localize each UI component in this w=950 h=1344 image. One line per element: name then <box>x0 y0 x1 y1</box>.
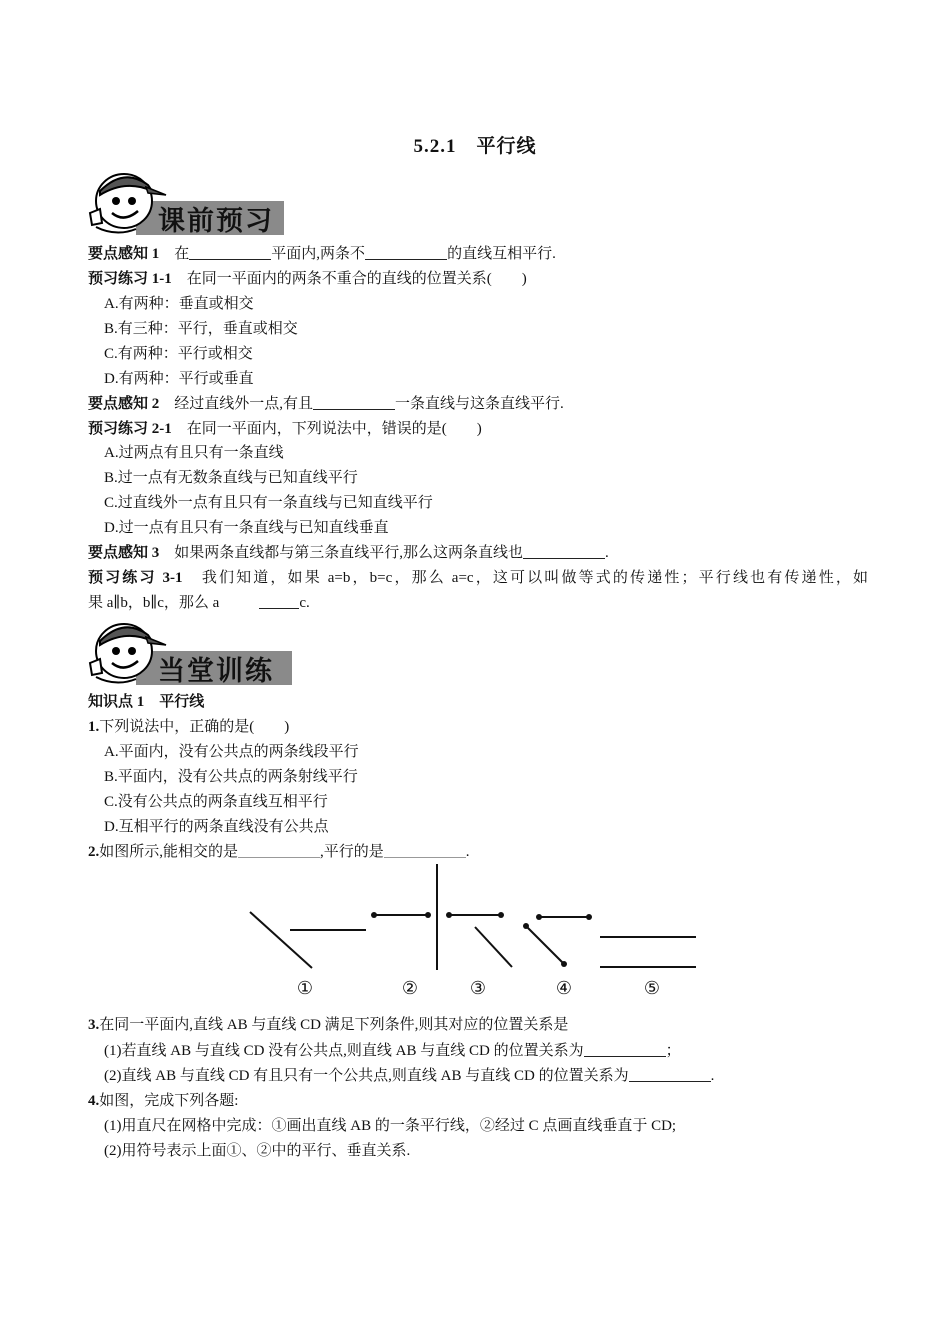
answer-blank[interactable] <box>189 245 271 260</box>
practice-1-1: 预习练习 1-1 在同一平面内的两条不重合的直线的位置关系( ) <box>88 271 527 287</box>
question-4-part-1: (1)用直尺在网格中完成：①画出直线 AB 的一条平行线，②经过 C 点画直线垂直于 CD; <box>104 1118 677 1134</box>
option-c: C.没有公共点的两条直线互相平行 <box>104 794 328 810</box>
answer-blank[interactable] <box>384 843 466 858</box>
fig-label-2: ② <box>401 978 419 999</box>
answer-blank[interactable] <box>313 395 395 410</box>
option-c: C.有两种：平行或相交 <box>104 346 253 362</box>
answer-blank[interactable] <box>584 1042 666 1057</box>
fig4-diagonal <box>526 926 564 964</box>
question-2: 2.如图所示,能相交的是 ,平行的是 . <box>88 844 470 860</box>
fig-label-4: ④ <box>555 978 573 999</box>
option-d: D.过一点有且只有一条直线与已知直线垂直 <box>104 520 389 536</box>
question-3: 3.在同一平面内,直线 AB 与直线 CD 满足下列条件,则其对应的位置关系是 <box>88 1017 569 1033</box>
classwork-badge-text: 当堂训练 <box>158 656 274 687</box>
practice-2-1: 预习练习 2-1 在同一平面内，下列说法中，错误的是( ) <box>88 421 482 437</box>
fig-label-3: ③ <box>469 978 487 999</box>
question-4-part-2: (2)用符号表示上面①、②中的平行、垂直关系. <box>104 1143 411 1159</box>
option-b: B.有三种：平行，垂直或相交 <box>104 321 298 337</box>
fig-label-1: ① <box>296 978 314 999</box>
key-point-1: 要点感知 1 在 平面内,两条不 的直线互相平行. <box>88 246 556 262</box>
answer-blank[interactable] <box>629 1067 711 1082</box>
option-d: D.有两种：平行或垂直 <box>104 371 254 387</box>
answer-blank[interactable] <box>365 245 447 260</box>
practice-3-1: 预习练习 3-1 我们知道，如果 a=b，b=c，那么 a=c，这可以叫做等式的传递性；平行线也有传递性，如 果 a∥b，b∥c，那么 a c. <box>88 570 868 611</box>
answer-blank[interactable] <box>238 843 320 858</box>
option-b: B.过一点有无数条直线与已知直线平行 <box>104 470 358 486</box>
preview-badge-text: 课前预习 <box>158 206 274 237</box>
option-c: C.过直线外一点有且只有一条直线与已知直线平行 <box>104 495 433 511</box>
option-a: A.有两种：垂直或相交 <box>104 296 254 312</box>
answer-blank[interactable] <box>523 544 605 559</box>
question-4: 4.如图，完成下列各题: <box>88 1093 239 1109</box>
fig1-segment-diagonal <box>250 912 312 968</box>
classwork-badge <box>86 617 296 694</box>
key-point-2: 要点感知 2 经过直线外一点,有且 一条直线与这条直线平行. <box>88 396 564 412</box>
option-a: A.平面内，没有公共点的两条线段平行 <box>104 744 359 760</box>
fig3-diagonal <box>475 927 512 967</box>
question-3-part-1: (1)若直线 AB 与直线 CD 没有公共点,则直线 AB 与直线 CD 的位置关系为 ； <box>104 1043 681 1059</box>
key-point-3: 要点感知 3 如果两条直线都与第三条直线平行,那么这两条直线也 . <box>88 545 609 561</box>
option-a: A.过两点有且只有一条直线 <box>104 445 284 461</box>
question-1: 1.下列说法中，正确的是( ) <box>88 719 290 735</box>
fig-label-5: ⑤ <box>643 978 661 999</box>
option-d: D.互相平行的两条直线没有公共点 <box>104 819 329 835</box>
preview-badge <box>86 165 286 242</box>
knowledge-point-1: 知识点 1 平行线 <box>88 694 205 710</box>
answer-blank[interactable] <box>259 594 299 609</box>
option-b: B.平面内，没有公共点的两条射线平行 <box>104 769 358 785</box>
page-title: 5.2.1 平行线 <box>413 136 537 157</box>
lines-figure <box>230 860 710 1005</box>
question-3-part-2: (2)直线 AB 与直线 CD 有且只有一个公共点,则直线 AB 与直线 CD 的位置关系为 . <box>104 1068 715 1084</box>
